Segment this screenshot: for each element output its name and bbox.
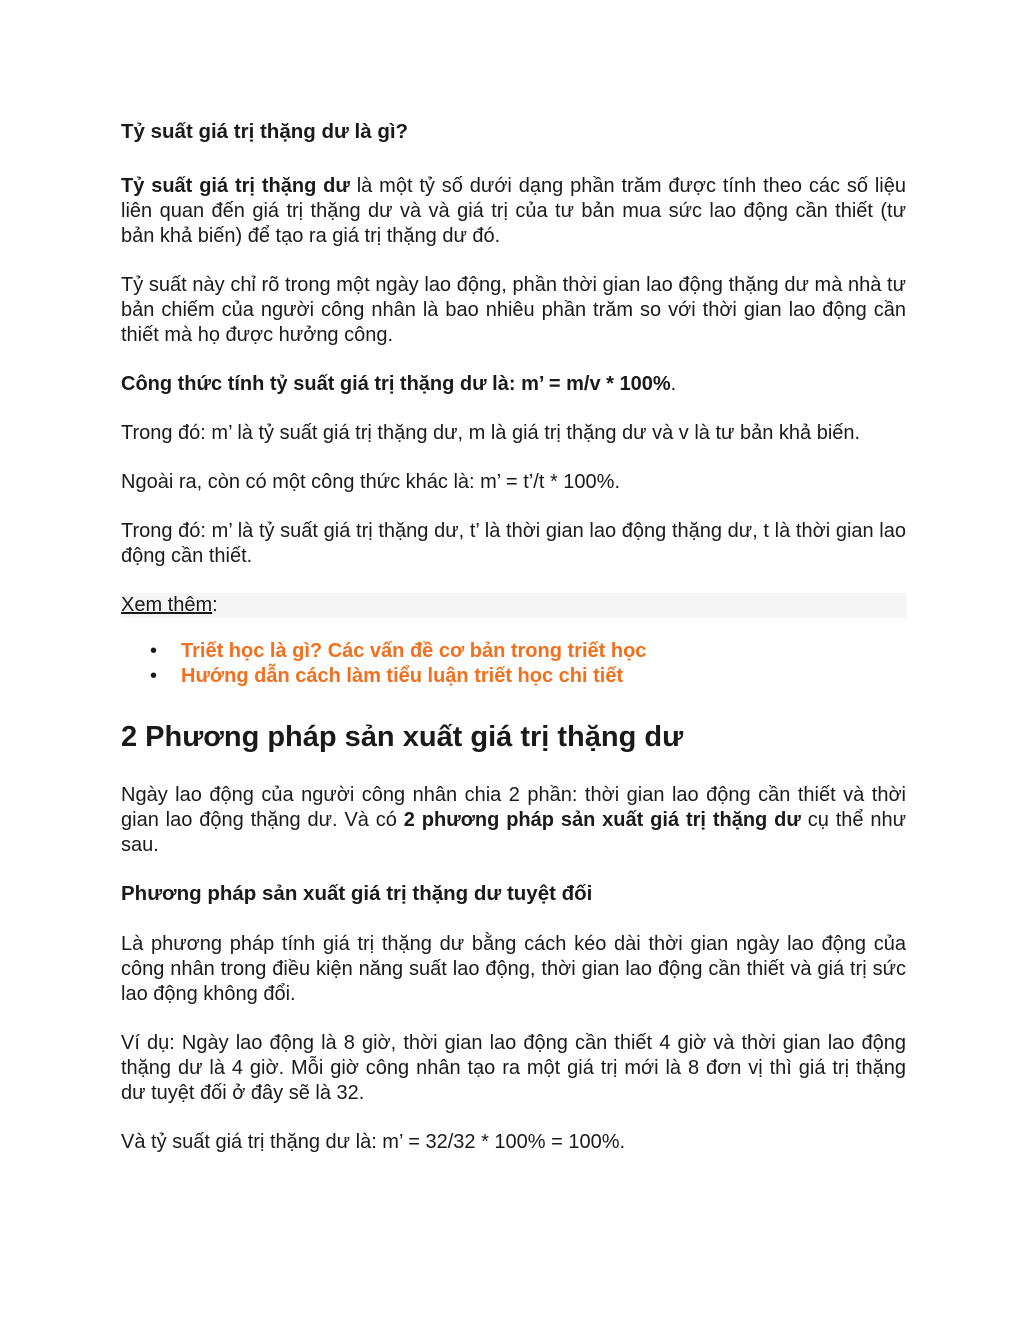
definition-text: là một tỷ số dưới dạng phần trăm được tính theo các số liệu liên quan đến giá trị thặng dư và và giá trị của tư bản mua sức lao động cần thiết (tư bản khả biến) để tạo ra giá trị thặng dư đó. bbox=[121, 175, 906, 247]
paragraph-alt-formula: Ngoài ra, còn có một công thức khác là: m’ = t’/t * 100%. bbox=[121, 471, 620, 493]
section-title-methods: 2 Phương pháp sản xuất giá trị thặng dư bbox=[121, 721, 684, 753]
related-link-philosophy[interactable]: • Triết học là gì? Các vấn đề cơ bản trong triết học bbox=[150, 640, 647, 662]
paragraph-example-result: Và tỷ suất giá trị thặng dư là: m’ = 32/32 * 100% = 100%. bbox=[121, 1131, 626, 1153]
methods-bold: 2 phương pháp sản xuất giá trị thặng dư bbox=[403, 809, 801, 831]
paragraph-definition bbox=[121, 174, 906, 249]
related-link-essay-guide[interactable]: • Hướng dẫn cách làm tiểu luận triết học chi tiết bbox=[150, 665, 624, 687]
related-links-list bbox=[121, 639, 906, 689]
paragraph-alt-formula-legend: Trong đó: m’ là tỷ suất giá trị thặng dư, t’ là thời gian lao động thặng dư, t là thời gian lao động cần thiết. bbox=[121, 520, 906, 567]
paragraph-example: Ví dụ: Ngày lao động là 8 giờ, thời gian lao động cần thiết 4 giờ và thời gian lao động thặng dư là 4 giờ. Mỗi giờ công nhân tạo ra một giá trị mới là 8 đơn vị thì giá trị thặng dư tuyệt đối ở đây sẽ là 32. bbox=[121, 1032, 906, 1104]
paragraph-formula-legend: Trong đó: m’ là tỷ suất giá trị thặng dư, m là giá trị thặng dư và v là tư bản khả biến. bbox=[121, 422, 861, 444]
section-title-rate: Tỷ suất giá trị thặng dư là gì? bbox=[121, 120, 409, 143]
formula-bold: Công thức tính tỷ suất giá trị thặng dư là: m’ = m/v * 100% bbox=[121, 373, 671, 395]
paragraph-explanation: Tỷ suất này chỉ rõ trong một ngày lao động, phần thời gian lao động thặng dư mà nhà tư bản chiếm của người công nhân là bao nhiêu phần trăm so với thời gian lao động cần thiết mà họ được hưởng công. bbox=[121, 274, 906, 346]
term-bold: Tỷ suất giá trị thặng dư bbox=[121, 175, 350, 197]
see-more-label[interactable]: Xem thêm bbox=[121, 594, 213, 616]
paragraph-methods-intro: Ngày lao động của người công nhân chia 2 phần: thời gian lao động cần thiết và thời gian lao động thặng dư. Và có 2 phương pháp sản xuất giá trị thặng dư cụ thể như sau. bbox=[121, 784, 906, 856]
paragraph-formula bbox=[121, 372, 906, 397]
document-page bbox=[121, 118, 906, 1155]
subsection-title-absolute: Phương pháp sản xuất giá trị thặng dư tuyệt đối bbox=[121, 882, 593, 905]
bullet-icon: • bbox=[150, 665, 158, 687]
bullet-icon: • bbox=[150, 640, 158, 662]
see-more-colon: : bbox=[212, 594, 218, 616]
formula-end: . bbox=[670, 373, 677, 395]
see-more-bar bbox=[121, 593, 906, 618]
paragraph-absolute-definition: Là phương pháp tính giá trị thặng dư bằng cách kéo dài thời gian ngày lao động của công nhân trong điều kiện năng suất lao động, thời gian lao động cần thiết và giá trị sức lao động không đổi. bbox=[121, 933, 906, 1005]
